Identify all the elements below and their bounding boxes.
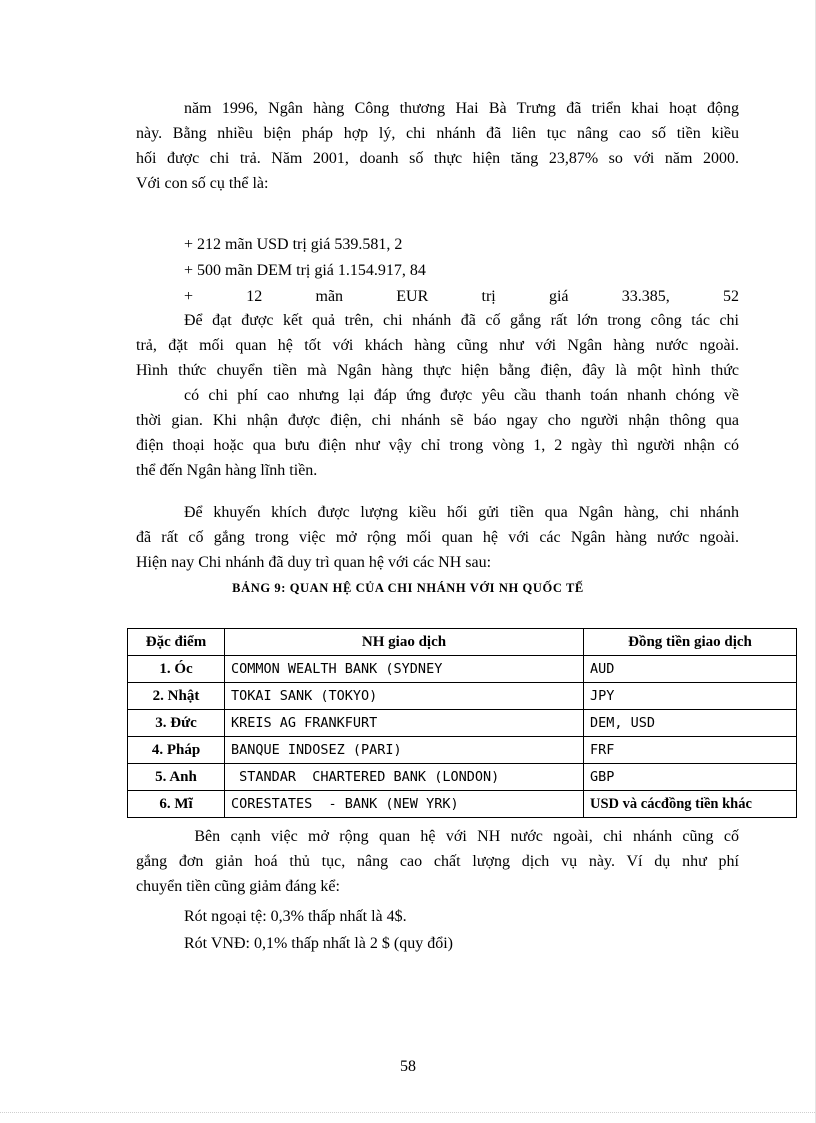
text-line: đã rất cố gắng trong việc mở rộng mối quan hệ với các Ngân hàng nước ngoài. [136, 529, 739, 546]
table-row [128, 656, 797, 683]
text-line: thể đến Ngân hàng lĩnh tiền. [136, 462, 318, 479]
list-item: + 212 mãn USD trị giá 539.581, 2 [184, 236, 403, 253]
bank-cell: TOKAI SANK (TOKYO) [225, 683, 584, 710]
text-line: Hình thức chuyển tiền mà Ngân hàng thực hiện bằng điện, đây là một hình thức [136, 362, 739, 379]
table-row [128, 737, 797, 764]
currency-cell: GBP [584, 764, 797, 791]
text-line: Để đạt được kết quả trên, chi nhánh đã cố gắng rất lớn trong công tác chi [184, 312, 739, 329]
fee-line: Rót VNĐ: 0,1% thấp nhất là 2 $ (quy đổi) [184, 935, 454, 952]
text-line: Hiện nay Chi nhánh đã duy trì quan hệ với các NH sau: [136, 554, 492, 571]
table-header-row [128, 629, 797, 656]
paragraph-relations [136, 500, 739, 575]
text-line: năm 1996, Ngân hàng Công thương Hai Bà Trưng đã triển khai hoạt động [184, 100, 739, 117]
bank-cell: BANQUE INDOSEZ (PARI) [225, 737, 584, 764]
fee-line: Rót ngoại tệ: 0,3% thấp nhất là 4$. [184, 908, 407, 925]
bank-cell: KREIS AG FRANKFURT [225, 710, 584, 737]
intro-paragraph [136, 96, 739, 196]
word: 33.385, [621, 288, 670, 305]
table-caption: BẢNG 9: QUAN HỆ CỦA CHI NHÁNH VỚI NH QUỐC TẾ [232, 581, 584, 595]
table-row [128, 710, 797, 737]
currency-cell: DEM, USD [584, 710, 797, 737]
text-line: gắng đơn giản hoá thủ tục, nâng cao chất lượng dịch vụ này. Ví dụ như phí [136, 853, 739, 870]
text-line: thời gian. Khi nhận được điện, chi nhánh sẽ báo ngay cho người nhận thông qua [136, 412, 739, 429]
currency-cell: USD và cácđồng tiền khác [584, 791, 797, 818]
country-cell: 4. Pháp [128, 737, 225, 764]
word: giá [548, 288, 569, 305]
column-header: NH giao dịch [225, 629, 584, 656]
list-item: + 500 mãn DEM trị giá 1.154.917, 84 [184, 262, 426, 279]
currency-cell: AUD [584, 656, 797, 683]
table-row [128, 791, 797, 818]
word: 12 [246, 288, 263, 305]
text-line: Với con số cụ thể là: [136, 175, 269, 192]
text-line: Bên cạnh việc mở rộng quan hệ với NH nước ngoài, chi nhánh cũng cố [184, 828, 739, 845]
text-line: chuyển tiền cũng giảm đáng kể: [136, 878, 340, 895]
list-item-spread [184, 284, 739, 309]
page-number: 58 [400, 1058, 416, 1075]
country-cell: 3. Đức [128, 710, 225, 737]
country-cell: 2. Nhật [128, 683, 225, 710]
paragraph-results [136, 308, 739, 483]
country-cell: 6. Mĩ [128, 791, 225, 818]
bank-relations-table [127, 628, 797, 818]
word: 52 [722, 288, 739, 305]
word: EUR [396, 288, 429, 305]
text-line: này. Bằng nhiều biện pháp hợp lý, chi nhánh đã liên tục nâng cao số tiền kiều [136, 125, 739, 142]
currency-cell: JPY [584, 683, 797, 710]
table-row [128, 764, 797, 791]
country-cell: 5. Anh [128, 764, 225, 791]
bank-cell: CORESTATES - BANK (NEW YRK) [225, 791, 584, 818]
country-cell: 1. Óc [128, 656, 225, 683]
bank-cell: STANDAR CHARTERED BANK (LONDON) [225, 764, 584, 791]
currency-cell: FRF [584, 737, 797, 764]
column-header: Đặc điểm [128, 629, 225, 656]
word: trị [481, 288, 496, 305]
footer-divider [0, 1112, 815, 1113]
bank-cell: COMMON WEALTH BANK (SYDNEY [225, 656, 584, 683]
table-row [128, 683, 797, 710]
word: mãn [315, 288, 344, 305]
text-line: có chi phí cao nhưng lại đáp ứng được yêu cầu thanh toán nhanh chóng về [184, 387, 739, 404]
text-line: trả, đặt mối quan hệ tốt với khách hàng cũng như với Ngân hàng nước ngoài. [136, 337, 739, 354]
word: + [184, 288, 194, 305]
text-line: hối được chi trả. Năm 2001, doanh số thực hiện tăng 23,87% so với năm 2000. [136, 150, 739, 167]
text-line: Để khuyến khích được lượng kiều hối gửi tiền qua Ngân hàng, chi nhánh [184, 504, 739, 521]
column-header: Đồng tiền giao dịch [584, 629, 797, 656]
text-line: điện thoại hoặc qua bưu điện như vậy chỉ trong vòng 1, 2 ngày thì người nhận có [136, 437, 739, 454]
paragraph-fees [136, 824, 739, 899]
